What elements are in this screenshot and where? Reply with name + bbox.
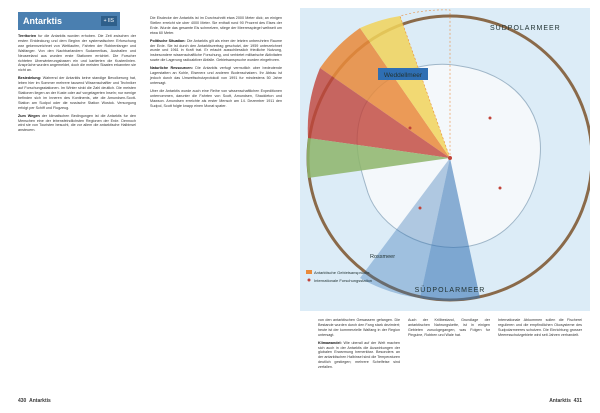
paragraph: von den antarktischen Gewassern gefangen. Die Bestande wurden durch den Fang stark dezimiert; heute ist der kommerzielle Walfang in der Region untersagt. <box>318 318 400 337</box>
page-number: 431 <box>573 398 582 404</box>
paragraph: Die Eisdecke der Antarktis ist im Durchschnitt etwa 2000 Meter dick; an einigen Stellen erreicht sie uber 4000 Meter. Sie enthalt rund 90 Prozent des Eises der Erde. Wurde das gesamte Eis schmelzen, stiege der Meeresspiegel weltweit um etwa 60 Meter. <box>150 16 282 35</box>
section-tag: + IIS <box>101 16 117 26</box>
section-title: Antarktis <box>23 16 63 26</box>
legend-item: Antarktische Gebietsansprüche <box>314 270 370 275</box>
paragraph: Uber die Antarktis wurde auch eine Reihe von wissenschaftlichen Expeditionen unternommen, darunter die Fahrten von Scott, Amundsen, Shackleton und Mawson. Amundsen erreichte als erster Mensch am 14. Dezember 1911 den Sudpol, Scott folgte knapp einen Monat spater. <box>150 88 282 108</box>
station-marker <box>489 117 492 120</box>
page-number: 430 <box>18 398 27 404</box>
paragraph: Internationale Abkommen sollen die Fischerei regulieren und die empfindlichen Okosysteme des Sudpolarmeeres schutzen. Die Einrichtung grosser Meeresschutzgebiete wird seit Jahren verhandelt. <box>498 318 582 337</box>
legend-item: Internationale Forschungsstation <box>314 278 373 283</box>
running-title: Antarktis <box>29 398 51 404</box>
legend-swatch <box>306 270 312 274</box>
paragraph: Besiedelung: Wahrend der Antarktis keine standige Bevolkerung hat, leben hier im Sommer mehrere tausend Wissenschaftler und Techniker auf Forschungsstationen. Im Winter sinkt die Zahl deutlich. Die meisten Stationen liegen an der Kuste oder auf vorgelagerten Inseln; nur wenige befinden sich im Inneren des Kontinents, wie die Amundsen-Scott-Station am Sudpol oder die russische Station Wostok. Versorgung erfolgt per Schiff und Flugzeug. <box>18 76 136 110</box>
sea-label: Weddellmeer <box>383 72 423 79</box>
paragraph: Klimawandel: Wie uberall auf der Welt machen sich auch in der Antarktis die Auswirkungen der globalen Erwarmung bemerkbar. Besonders an der antarktischen Halbinsel sind die Temperaturen deutlich gestiegen; mehrere Schelfeise sind zerfallen. <box>318 340 400 370</box>
paragraph: Zum Wegen der klimatischen Bedingungen ist die Antarktis fur den Menschen eine der lebensfeindlichsten Regionen der Erde. Dennoch wird sie von Touristen besucht, die vor allem die antarktische Halbinsel ansteuern. <box>18 113 136 133</box>
right-column-3 <box>498 318 582 341</box>
station-marker <box>499 187 502 190</box>
inset-label: Rossmeer <box>370 254 396 260</box>
right-footer <box>549 398 582 404</box>
paragraph: Territorien fur die Antarktis wurden erhoben. Die Zeit zwischen der ersten Entdeckung und dem Beginn der systematischen Erforschung war gekennzeichnet von Wettlaufen, Fahrten der Robbenfanger und Walfanger. Von den Nachbarlandern Sudamerikas, Australien und Neuseeland aus wurden erste Stationen errichtet. Die Forscher richteten Uberwinterungsbasen ein und kartierten die Kustenlinien. Ansprüche wurden angemeldet, doch die meisten Staaten erkannten sie nicht an. <box>18 34 137 73</box>
left-column-1 <box>18 34 136 136</box>
left-column-2 <box>150 16 282 111</box>
ocean-label-top: SÜDPOLARMEER <box>490 25 561 32</box>
ocean-label-bottom: SÜDPOLARMEER <box>414 287 486 294</box>
station-marker <box>448 156 452 160</box>
station-marker <box>419 207 422 210</box>
map-svg <box>300 8 590 311</box>
station-marker <box>409 127 412 130</box>
right-column-1 <box>318 318 400 373</box>
right-column-2 <box>408 318 490 341</box>
running-title: Antarktis <box>549 398 571 404</box>
antarctica-map <box>300 8 590 311</box>
paragraph: Auch der Krillbestand, Grundlage der antarktischen Nahrungskette, ist in einigen Gebieten zuruckgegangen, was Folgen fur Pinguine, Robben und Wale hat. <box>408 318 490 337</box>
left-footer <box>18 398 51 404</box>
paragraph: Politische Situation: Die Antarktis gilt als einer der letzten unberuhrten Raume der Erde. Sie ist durch den Antarktisvertrag geschutzt, der 1959 unterzeichnet wurde und 1961 in Kraft trat. Er erlaubt ausschliesslich friedliche Nutzung, insbesondere wissenschaftliche Forschung, und verbietet militarische Aktivitaten sowie die Lagerung radioaktiver Abfalle. Gebietsanspruche wurden eingefroren. <box>150 38 282 63</box>
section-header <box>18 12 120 30</box>
legend-swatch <box>308 279 311 282</box>
paragraph: Naturliche Ressourcen: Die Antarktis verfugt vermutlich uber bedeutende Lagerstatten an Kohle, Eisenerz und anderen Bodenschatzen. Ihr Abbau ist jedoch durch das Umweltschutzprotokoll von 1991 fur mindestens 50 Jahre untersagt. <box>150 66 283 85</box>
